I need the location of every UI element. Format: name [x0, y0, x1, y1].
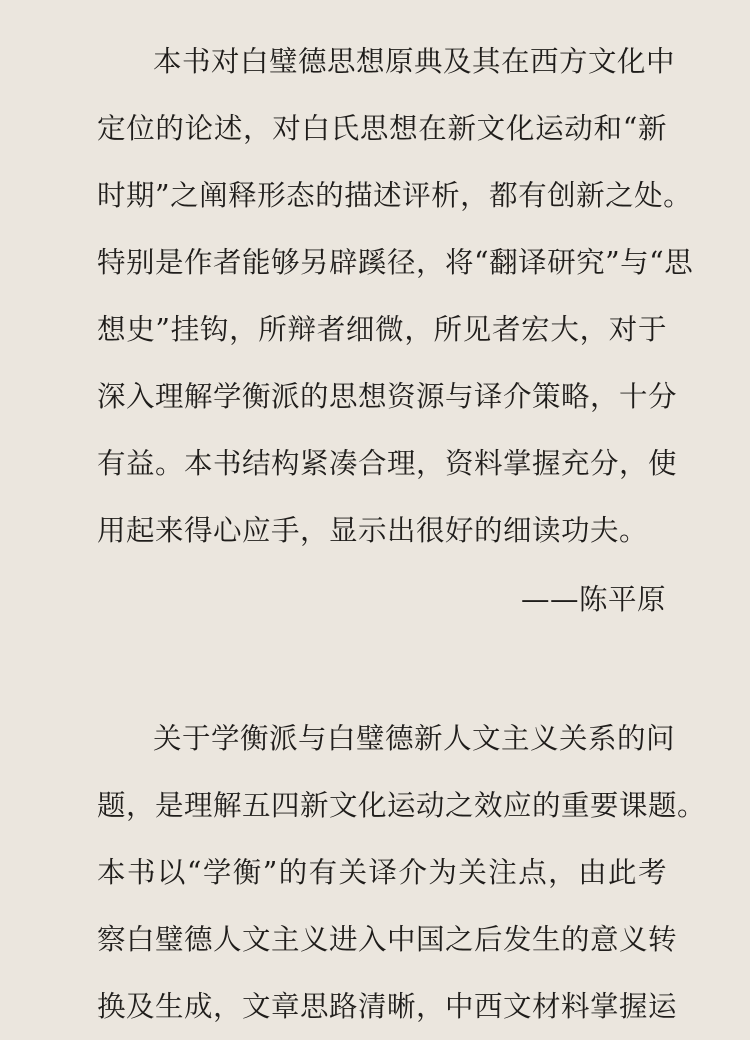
- text-line: 关于学衡派与白璧德新人文主义关系的问: [153, 722, 676, 755]
- text-line: 题，是理解五四新文化运动之效应的重要课题。: [97, 789, 707, 822]
- text-line: 有益。本书结构紧凑合理，资料掌握充分，使: [97, 447, 678, 480]
- text-line: 换及生成，文章思路清晰，中西文材料掌握运: [97, 990, 678, 1023]
- review-paragraph-2: [97, 705, 707, 1040]
- text-line: 本书对白璧德思想原典及其在西方文化中: [153, 45, 676, 78]
- text-line: 特别是作者能够另辟蹊径，将“翻译研究”与“思: [97, 246, 694, 279]
- text-line: 定位的论述，对白氏思想在新文化运动和“新: [97, 112, 667, 145]
- text-line: 察白璧德人文主义进入中国之后发生的意义转: [97, 923, 678, 956]
- review-paragraph-1: [97, 28, 694, 564]
- text-line: 想史”挂钩，所辩者细微，所见者宏大，对于: [97, 313, 667, 346]
- text-line: 本书以“学衡”的有关译介为关注点，由此考: [97, 856, 667, 889]
- text-line: 时期”之阐释形态的描述评析，都有创新之处。: [97, 179, 693, 212]
- text-line: 用起来得心应手，显示出很好的细读功夫。: [97, 514, 649, 547]
- text-line: 深入理解学衡派的思想资源与译介策略，十分: [97, 380, 678, 413]
- review-attribution: ——陈平原: [520, 583, 666, 616]
